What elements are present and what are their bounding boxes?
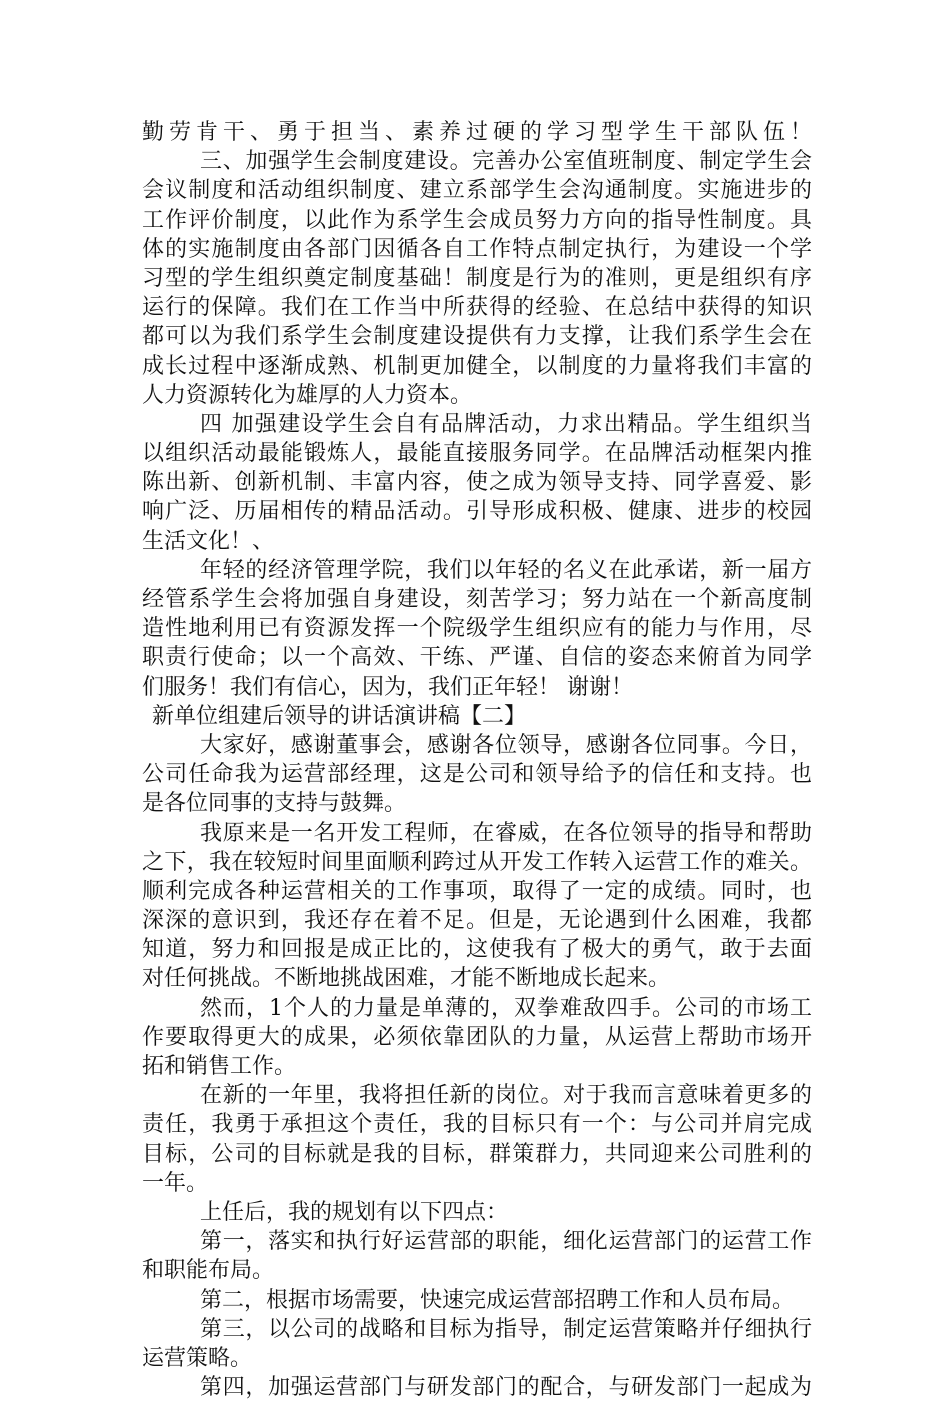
paragraph-first-line: 第四，加强运营部门与研发部门的配合，与研发部门一起成为 <box>200 1375 812 1401</box>
paragraph-first-line: 四 加强建设学生会自有品牌活动，力求出精品。学生组织当 <box>200 411 812 437</box>
text-line: 勤劳肯干、勇于担当、素养过硬的学习型学生干部队伍！ <box>142 120 812 145</box>
text-line: 和职能布局。 <box>142 1258 275 1284</box>
paragraph-first-line: 大家好，感谢董事会，感谢各位领导，感谢各位同事。今日， <box>200 732 812 758</box>
text-line: 是各位同事的支持与鼓舞。 <box>142 791 407 817</box>
text-line: 目标，公司的目标就是我的目标，群策群力，共同迎来公司胜利的 <box>142 1141 812 1167</box>
text-line: 对任何挑战。不断地挑战困难，才能不断地成长起来。 <box>142 966 671 992</box>
text-line: 职责行使命；以一个高效、干练、严谨、自信的姿态来俯首为同学 <box>142 645 812 671</box>
text-line: 工作评价制度，以此作为系学生会成员努力方向的指导性制度。具 <box>142 207 812 233</box>
text-line: 深深的意识到，我还存在着不足。但是，无论遇到什么困难，我都 <box>142 908 812 934</box>
paragraph-first-line: 三、加强学生会制度建设。完善办公室值班制度、制定学生会 <box>200 149 812 175</box>
document-body <box>142 118 812 1402</box>
text-line: 生活文化！、 <box>142 528 275 554</box>
text-line: 责任，我勇于承担这个责任，我的目标只有一个：与公司并肩完成 <box>142 1112 812 1138</box>
text-line: 习型的学生组织奠定制度基础！制度是行为的准则，更是组织有序 <box>142 265 812 291</box>
text-line: 运营策略。 <box>142 1345 253 1371</box>
text-line: 之下，我在较短时间里面顺利跨过从开发工作转入运营工作的难关。 <box>142 849 812 875</box>
text-line: 经管系学生会将加强自身建设，刻苦学习；努力站在一个新高度制 <box>142 587 812 612</box>
text-line: 陈出新、创新机制、丰富内容，使之成为领导支持、同学喜爱、影 <box>142 470 812 496</box>
paragraph-first-line: 然而，1个人的力量是单薄的，双拳难敌四手。公司的市场工 <box>200 995 812 1021</box>
text-line: 作要取得更大的成果，必须依靠团队的力量，从运营上帮助市场开 <box>142 1024 812 1050</box>
paragraph-first-line: 年轻的经济管理学院，我们以年轻的名义在此承诺，新一届方 <box>200 557 812 583</box>
text-line: 一年。 <box>142 1170 209 1196</box>
text-line: 知道，努力和回报是成正比的，这使我有了极大的勇气，敢于去面 <box>142 937 812 963</box>
text-line: 运行的保障。我们在工作当中所获得的经验、在总结中获得的知识 <box>142 295 812 321</box>
text-line: 成长过程中逐渐成熟、机制更加健全，以制度的力量将我们丰富的 <box>142 353 812 379</box>
text-line: 响广泛、历届相传的精品活动。引导形成积极、健康、进步的校园 <box>142 499 812 525</box>
text-line: 顺利完成各种运营相关的工作事项，取得了一定的成绩。同时，也 <box>142 878 812 904</box>
text-line: 会议制度和活动组织制度、建立系部学生会沟通制度。实施进步的 <box>142 178 812 204</box>
text-line: 都可以为我们系学生会制度建设提供有力支撑，让我们系学生会在 <box>142 324 812 350</box>
text-line: 造性地利用已有资源发挥一个院级学生组织应有的能力与作用，尽 <box>142 616 812 642</box>
text-line: 们服务！我们有信心，因为，我们正年轻！ 谢谢！ <box>142 674 633 700</box>
text-line: 公司任命我为运营部经理，这是公司和领导给予的信任和支持。也 <box>142 762 812 788</box>
paragraph-first-line: 上任后，我的规划有以下四点： <box>200 1199 509 1225</box>
text-line: 体的实施制度由各部门因循各自工作特点制定执行，为建设一个学 <box>142 236 812 262</box>
paragraph-first-line: 第二，根据市场需要，快速完成运营部招聘工作和人员布局。 <box>200 1287 795 1313</box>
text-line: 人力资源转化为雄厚的人力资本。 <box>142 382 473 408</box>
paragraph-first-line: 第三，以公司的战略和目标为指导，制定运营策略并仔细执行 <box>200 1316 812 1342</box>
paragraph-first-line: 我原来是一名开发工程师，在睿威，在各位领导的指导和帮助 <box>200 820 812 846</box>
text-line: 以组织活动最能锻炼人，最能直接服务同学。在品牌活动框架内推 <box>142 441 812 467</box>
section-heading: 新单位组建后领导的讲话演讲稿【二】 <box>152 703 527 729</box>
paragraph-first-line: 在新的一年里，我将担任新的岗位。对于我而言意味着更多的 <box>200 1083 812 1109</box>
text-line: 拓和销售工作。 <box>142 1054 297 1079</box>
paragraph-first-line: 第一，落实和执行好运营部的职能，细化运营部门的运营工作 <box>200 1229 812 1255</box>
